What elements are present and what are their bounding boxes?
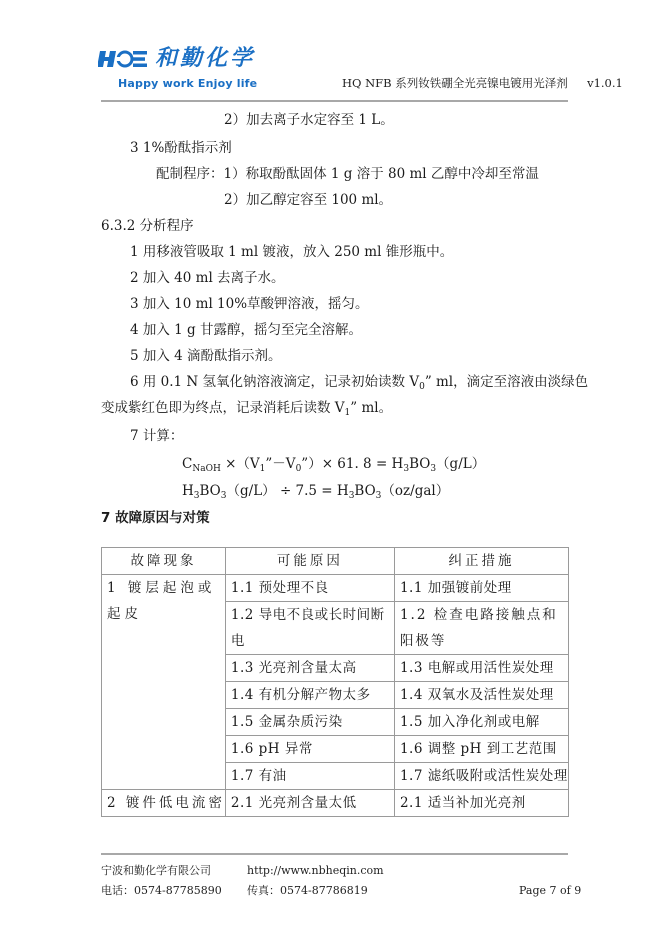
fix-cell: 1.2 检查电路接触点和阳极等	[394, 602, 568, 655]
formula1-c: C	[182, 456, 193, 472]
formula2-sub3b: 3	[220, 491, 227, 501]
company-logo-icon	[98, 49, 148, 69]
section-heading-6-3-2: 6.3.2 分析程序	[101, 218, 194, 234]
formula1-sub3b: 3	[430, 464, 437, 474]
formula2-bo2: BO	[354, 483, 376, 499]
fix-cell: 1.5 加入净化剂或电解	[394, 709, 568, 736]
formula1-sub0: 0	[295, 464, 302, 474]
header-symptom: 故障现象	[102, 548, 226, 575]
prep-step2: 2）加乙醇定容至 100 ml。	[224, 192, 393, 208]
fix-cell: 1.4 双氧水及活性炭处理	[394, 682, 568, 709]
cause-cell: 1.1 预处理不良	[225, 575, 394, 602]
section-heading-7: 7 故障原因与对策	[101, 510, 210, 526]
analysis-step-1: 1 用移液管吸取 1 ml 镀液，放入 250 ml 锥形瓶中。	[130, 244, 454, 260]
cause-cell: 1.7 有油	[225, 763, 394, 790]
formula2-bo: BO	[199, 483, 221, 499]
footer-company: 宁波和勤化学有限公司	[101, 864, 211, 877]
formula-1	[182, 456, 485, 477]
cause-cell: 1.6 pH 异常	[225, 736, 394, 763]
analysis-step-6-line2	[101, 400, 392, 421]
logo-slogan: Happy work Enjoy life	[118, 77, 258, 90]
step6-text-a: 6 用 0.1 N 氢氧化钠溶液滴定，记录初始读数 V	[130, 374, 420, 390]
fault-table	[101, 547, 569, 817]
logo-chinese-name: 和勤化学	[155, 46, 256, 71]
formula1-p2: ”－V	[265, 456, 296, 472]
footer-divider	[101, 853, 568, 855]
formula1-p1: ×（V	[220, 456, 260, 472]
footer-fax: 传真：0574-87786819	[247, 884, 368, 897]
analysis-step-5: 5 加入 4 滴酚酞指示剂。	[130, 348, 282, 364]
formula1-naoh: NaOH	[192, 464, 221, 474]
formula2-h: H	[182, 483, 194, 499]
analysis-step-7: 7 计算：	[130, 428, 184, 444]
formula1-sub1: 1	[259, 464, 266, 474]
header-divider	[101, 100, 568, 102]
formula2-p2: （oz/gal）	[381, 483, 450, 499]
analysis-step-3: 3 加入 10 ml 10%草酸钾溶液，摇匀。	[130, 296, 369, 312]
table-row	[102, 790, 569, 817]
subscript-1: 1	[344, 408, 351, 418]
formula1-p5: （g/L）	[436, 456, 486, 472]
footer-website[interactable]: http://www.nbheqin.com	[247, 864, 384, 877]
fix-cell: 1.7 滤纸吸附或活性炭处理	[394, 763, 568, 790]
analysis-step-6-line1	[130, 374, 588, 395]
footer-page-number: Page 7 of 9	[519, 884, 582, 897]
cause-cell: 1.4 有机分解产物太多	[225, 682, 394, 709]
cause-cell: 1.3 光亮剂含量太高	[225, 655, 394, 682]
step6-text-d: ” ml。	[350, 400, 393, 416]
formula1-p4: BO	[409, 456, 431, 472]
analysis-step-2: 2 加入 40 ml 去离子水。	[130, 270, 285, 286]
formula1-p3: ”）× 61. 8 = H	[301, 456, 404, 472]
formula2-sub3a: 3	[193, 491, 200, 501]
table-row	[102, 575, 569, 602]
step6-text-b: ” ml，滴定至溶液由淡绿色	[424, 374, 589, 390]
header-cause: 可能原因	[225, 548, 394, 575]
formula-2	[182, 483, 449, 504]
document-version: v1.0.1	[587, 76, 623, 90]
reagent2-step2: 2）加去离子水定容至 1 L。	[224, 112, 394, 128]
cause-cell: 2.1 光亮剂含量太低	[225, 790, 394, 817]
document-title-text: HQ NFB 系列钕铁硼全光亮镍电镀用光泽剂	[342, 76, 568, 90]
fix-cell: 1.3 电解或用活性炭处理	[394, 655, 568, 682]
fix-cell: 1.6 调整 pH 到工艺范围	[394, 736, 568, 763]
document-title	[342, 76, 623, 90]
formula2-sub3c: 3	[348, 491, 355, 501]
formula1-sub3a: 3	[403, 464, 410, 474]
prep-step1: 1）称取酚酞固体 1 g 溶于 80 ml 乙醇中冷却至常温	[223, 166, 539, 182]
table-header-row	[102, 548, 569, 575]
step6-text-c: 变成紫红色即为终点，记录消耗后读数 V	[101, 400, 345, 416]
cause-cell: 1.5 金属杂质污染	[225, 709, 394, 736]
footer-phone: 电话：0574-87785890	[101, 884, 222, 897]
subscript-0: 0	[419, 382, 425, 392]
prep-label: 配制程序：	[156, 166, 224, 182]
formula2-sub3d: 3	[375, 491, 382, 501]
symptom-cell: 1 镀层起泡或起皮	[102, 575, 226, 790]
reagent3-title: 3 1%酚酞指示剂	[130, 140, 232, 156]
formula2-p1: （g/L） ÷ 7.5 = H	[226, 483, 349, 499]
cause-cell: 1.2 导电不良或长时间断电	[225, 602, 394, 655]
symptom-cell: 2 镀件低电流密	[102, 790, 226, 817]
analysis-step-4: 4 加入 1 g 甘露醇，摇匀至完全溶解。	[130, 322, 362, 338]
fix-cell: 1.1 加强镀前处理	[394, 575, 568, 602]
fix-cell: 2.1 适当补加光亮剂	[394, 790, 568, 817]
reagent3-prep	[156, 166, 539, 182]
header-fix: 纠正措施	[394, 548, 568, 575]
